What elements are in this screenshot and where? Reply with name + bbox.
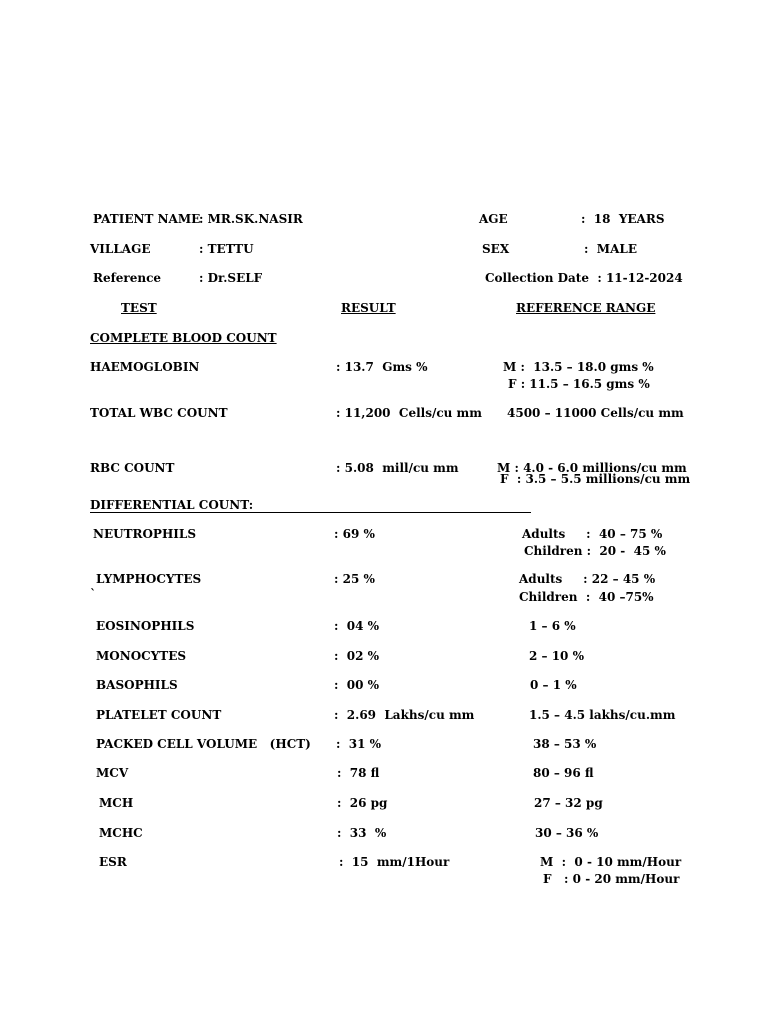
test-result: : 33 %: [337, 826, 387, 840]
test-result: : 11,200 Cells/cu mm: [336, 406, 482, 420]
reference-range-line: 1 – 6 %: [529, 619, 576, 633]
column-heading-result: RESULT: [341, 301, 396, 315]
test-name: PACKED CELL VOLUME (HCT): [96, 737, 311, 751]
reference-range-line: Children : 40 –75%: [519, 590, 654, 604]
test-name: EOSINOPHILS: [96, 619, 195, 633]
section-heading-differential: DIFFERENTIAL COUNT:: [90, 498, 254, 512]
reference-range-line: M : 13.5 – 18.0 gms %: [503, 360, 654, 374]
test-result: : 25 %: [334, 572, 375, 586]
test-result: : 13.7 Gms %: [336, 360, 428, 374]
test-name: LYMPHOCYTES: [96, 572, 202, 586]
collection-date: Collection Date : 11-12-2024: [485, 271, 683, 285]
test-result: : 2.69 Lakhs/cu mm: [334, 708, 475, 722]
reference-range-line: 4500 – 11000 Cells/cu mm: [507, 406, 684, 420]
reference-range-line: Adults : 22 – 45 %: [519, 572, 656, 586]
test-name: MONOCYTES: [96, 649, 187, 663]
reference-range-line: F : 0 - 20 mm/Hour: [543, 872, 680, 886]
section-divider: [90, 512, 531, 513]
test-name: MCV: [96, 766, 129, 780]
reference-range-line: Children : 20 - 45 %: [524, 544, 666, 558]
reference-range-line: M : 4.0 - 6.0 millions/cu mm: [497, 461, 687, 475]
test-result: : 04 %: [334, 619, 380, 633]
test-result: : 26 pg: [337, 796, 388, 810]
reference-value: : Dr.SELF: [199, 271, 263, 285]
test-name: PLATELET COUNT: [96, 708, 222, 722]
test-name: MCHC: [99, 826, 143, 840]
test-result: : 15 mm/1Hour: [339, 855, 450, 869]
reference-range-line: F : 11.5 – 16.5 gms %: [508, 377, 650, 391]
reference-range-line: 2 – 10 %: [529, 649, 584, 663]
reference-range-line: 80 – 96 fl: [533, 766, 594, 780]
test-result: : 31 %: [336, 737, 382, 751]
patient-name-value: : MR.SK.NASIR: [199, 212, 303, 226]
test-name: BASOPHILS: [96, 678, 178, 692]
reference-range-line: Adults : 40 – 75 %: [522, 527, 663, 541]
test-result: : 5.08 mill/cu mm: [336, 461, 459, 475]
test-result: : 02 %: [334, 649, 380, 663]
patient-name-label: PATIENT NAME: [93, 212, 201, 226]
stray-mark: `: [90, 587, 96, 601]
test-name: ESR: [99, 855, 127, 869]
sex-label: SEX: [482, 242, 510, 256]
reference-range-line: 38 – 53 %: [533, 737, 597, 751]
village-value: : TETTU: [199, 242, 254, 256]
village-label: VILLAGE: [90, 242, 151, 256]
age-value: : 18 YEARS: [581, 212, 665, 226]
test-name: TOTAL WBC COUNT: [90, 406, 228, 420]
sex-value: : MALE: [584, 242, 637, 256]
section-heading-cbc: COMPLETE BLOOD COUNT: [90, 331, 277, 345]
reference-range-line: M : 0 - 10 mm/Hour: [540, 855, 682, 869]
test-name: HAEMOGLOBIN: [90, 360, 200, 374]
test-result: : 69 %: [334, 527, 375, 541]
test-name: NEUTROPHILS: [93, 527, 197, 541]
test-name: MCH: [99, 796, 134, 810]
reference-range-line: 1.5 – 4.5 lakhs/cu.mm: [529, 708, 676, 722]
reference-label: Reference: [93, 271, 162, 285]
reference-range-line: 27 – 32 pg: [534, 796, 603, 810]
test-name: RBC COUNT: [90, 461, 175, 475]
age-label: AGE: [479, 212, 508, 226]
column-heading-reference-range: REFERENCE RANGE: [516, 301, 656, 315]
column-heading-test: TEST: [121, 301, 157, 315]
reference-range-line: 0 – 1 %: [530, 678, 577, 692]
reference-range-line: F : 3.5 – 5.5 millions/cu mm: [500, 472, 691, 486]
reference-range-line: 30 – 36 %: [535, 826, 599, 840]
test-result: : 78 fl: [337, 766, 380, 780]
test-result: : 00 %: [334, 678, 380, 692]
